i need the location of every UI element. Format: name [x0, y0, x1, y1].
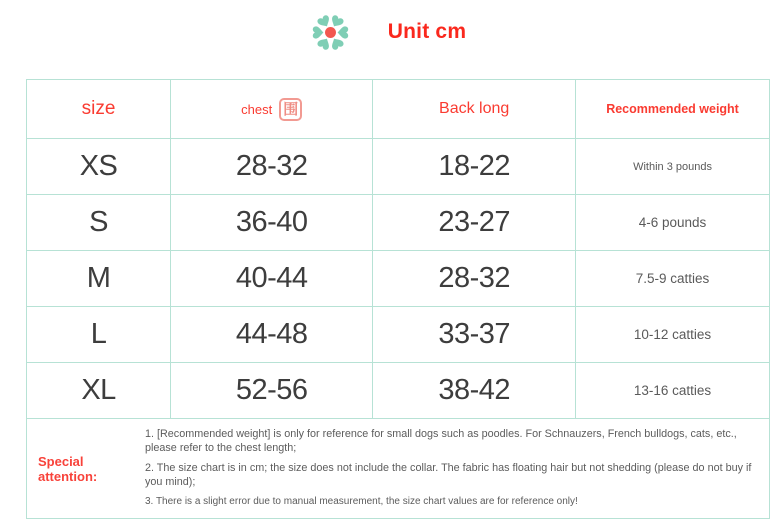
flower-icon: [307, 9, 354, 56]
weight-cell: 10-12 catties: [576, 307, 770, 363]
notes-cell: [27, 419, 770, 519]
column-header-size: size: [27, 80, 171, 139]
column-header-chest: [171, 80, 373, 139]
notes-row: [27, 419, 770, 519]
chest-cell: 40-44: [171, 251, 373, 307]
chest-cell: 44-48: [171, 307, 373, 363]
column-header-recommended-weight: Recommended weight: [576, 80, 770, 139]
back-long-cell: 33-37: [373, 307, 576, 363]
note-item-1: 1. [Recommended weight] is only for reference for small dogs such as poodles. For Schnauzers, French bulldogs, cats, etc., please refer to the chest length;: [145, 428, 737, 454]
unit-title: Unit cm: [387, 20, 467, 43]
column-header-chest-label: chest: [241, 101, 273, 117]
size-cell: M: [27, 251, 171, 307]
size-cell: S: [27, 195, 171, 251]
column-header-back-long: Back long: [373, 80, 576, 139]
note-item-3: 3. There is a slight error due to manual measurement, the size chart values are for reference only!: [145, 496, 578, 508]
size-cell: XS: [27, 139, 171, 195]
chest-cell: 28-32: [171, 139, 373, 195]
table-row-xs: [27, 139, 770, 195]
table-row-s: [27, 195, 770, 251]
size-chart-table: [26, 79, 770, 519]
table-row-xl: [27, 363, 770, 419]
table-row-l: [27, 307, 770, 363]
chest-cell: 36-40: [171, 195, 373, 251]
size-cell: L: [27, 307, 171, 363]
note-item-2: 2. The size chart is in cm; the size does not include the collar. The fabric has floating hair but not shedding (please do not buy if you mind);: [145, 462, 752, 488]
weight-cell: 4-6 pounds: [576, 195, 770, 251]
size-cell: XL: [27, 363, 171, 419]
weight-cell: Within 3 pounds: [576, 139, 770, 195]
back-long-cell: 38-42: [373, 363, 576, 419]
table-header-row: [27, 80, 770, 139]
special-attention-label: Special attention:: [38, 453, 98, 484]
weight-cell: 7.5-9 catties: [576, 251, 770, 307]
weight-cell: 13-16 catties: [576, 363, 770, 419]
chest-cell: 52-56: [171, 363, 373, 419]
chest-stamp-icon: 围: [279, 98, 302, 121]
back-long-cell: 28-32: [373, 251, 576, 307]
back-long-cell: 18-22: [373, 139, 576, 195]
page-header: [0, 6, 773, 58]
table-row-m: [27, 251, 770, 307]
back-long-cell: 23-27: [373, 195, 576, 251]
notes-list: [145, 421, 769, 515]
